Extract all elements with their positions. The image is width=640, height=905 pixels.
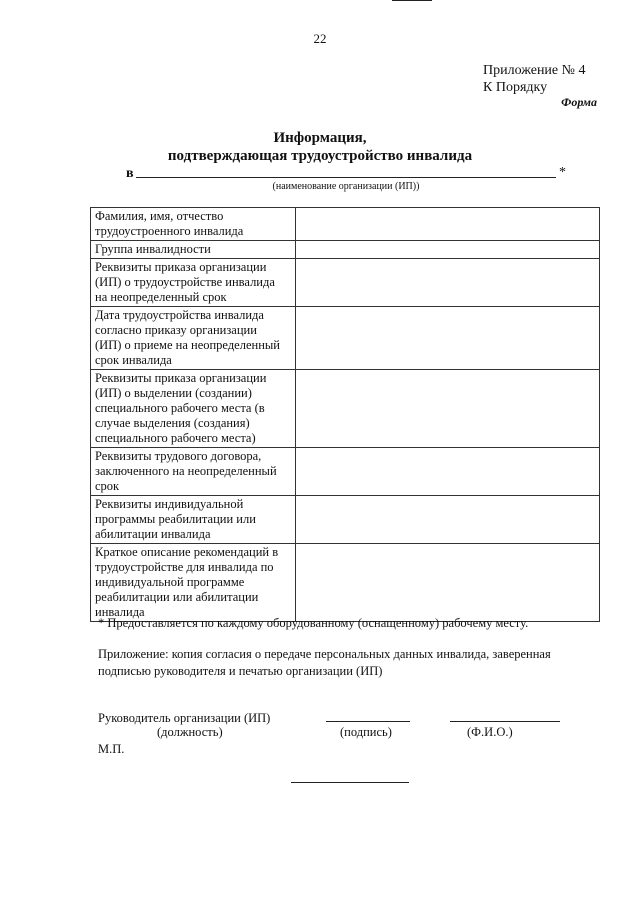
org-name-field-line[interactable] [136, 177, 556, 178]
table-row [91, 307, 600, 370]
footnote: * Предоставляется по каждому оборудованному (оснащенному) рабочему месту. [98, 616, 529, 630]
row-label: Фамилия, имя, отчество трудоустроенного инвалида [91, 208, 296, 241]
signature-heading: Руководитель организации (ИП) [98, 711, 271, 725]
appendix-line-2: К Порядку [483, 80, 548, 95]
table-row [91, 544, 600, 622]
full-name-caption: (Ф.И.О.) [467, 725, 513, 739]
title-line-1: Информация, [273, 130, 367, 146]
appendix-line-1: Приложение № 4 [483, 63, 586, 78]
row-value-cell[interactable] [296, 496, 600, 544]
appendix-reference [483, 62, 586, 96]
table-row [91, 259, 600, 307]
full-name-field-line[interactable] [450, 721, 560, 722]
title-line-2: подтверждающая трудоустройство инвалида [167, 148, 473, 164]
row-value-cell[interactable] [296, 208, 600, 241]
row-value-cell[interactable] [296, 307, 600, 370]
row-value-cell[interactable] [296, 544, 600, 622]
stamp-place-label: М.П. [98, 742, 125, 756]
table-row [91, 241, 600, 259]
table-row [91, 370, 600, 448]
form-label: Форма [561, 95, 597, 109]
document-title [0, 129, 640, 165]
org-name-caption: (наименование организации (ИП)) [272, 181, 420, 192]
row-label: Дата трудоустройства инвалида согласно приказу организации (ИП) о приеме на неопределенный срок инвалида [91, 307, 296, 370]
row-value-cell[interactable] [296, 241, 600, 259]
bottom-rule [291, 782, 409, 783]
table-row [91, 496, 600, 544]
signature-field-line[interactable] [326, 721, 410, 722]
table-row [91, 208, 600, 241]
row-label: Реквизиты трудового договора, заключенного на неопределенный срок [91, 448, 296, 496]
row-label: Группа инвалидности [91, 241, 296, 259]
row-value-cell[interactable] [296, 448, 600, 496]
page-number: 22 [313, 31, 327, 46]
signature-caption: (подпись) [340, 725, 392, 739]
row-label: Краткое описание рекомендаций в трудоустройстве для инвалида по индивидуальной программе реабилитации или абилитации инвалида [91, 544, 296, 622]
row-label: Реквизиты приказа организации (ИП) о выделении (создании) специального рабочего места (в случае выделения (создания) специального рабочего места) [91, 370, 296, 448]
attachment-note: Приложение: копия согласия о передаче персональных данных инвалида, заверенная подписью руководителя и печатью организации (ИП) [98, 647, 551, 678]
org-prefix: в [126, 166, 134, 181]
row-value-cell[interactable] [296, 370, 600, 448]
org-asterisk: * [559, 165, 566, 180]
row-label: Реквизиты индивидуальной программы реабилитации или абилитации инвалида [91, 496, 296, 544]
table-row [91, 448, 600, 496]
row-value-cell[interactable] [296, 259, 600, 307]
information-table [90, 207, 600, 622]
position-caption: (должность) [157, 725, 223, 739]
row-label: Реквизиты приказа организации (ИП) о трудоустройстве инвалида на неопределенный срок [91, 259, 296, 307]
top-rule [392, 0, 432, 1]
